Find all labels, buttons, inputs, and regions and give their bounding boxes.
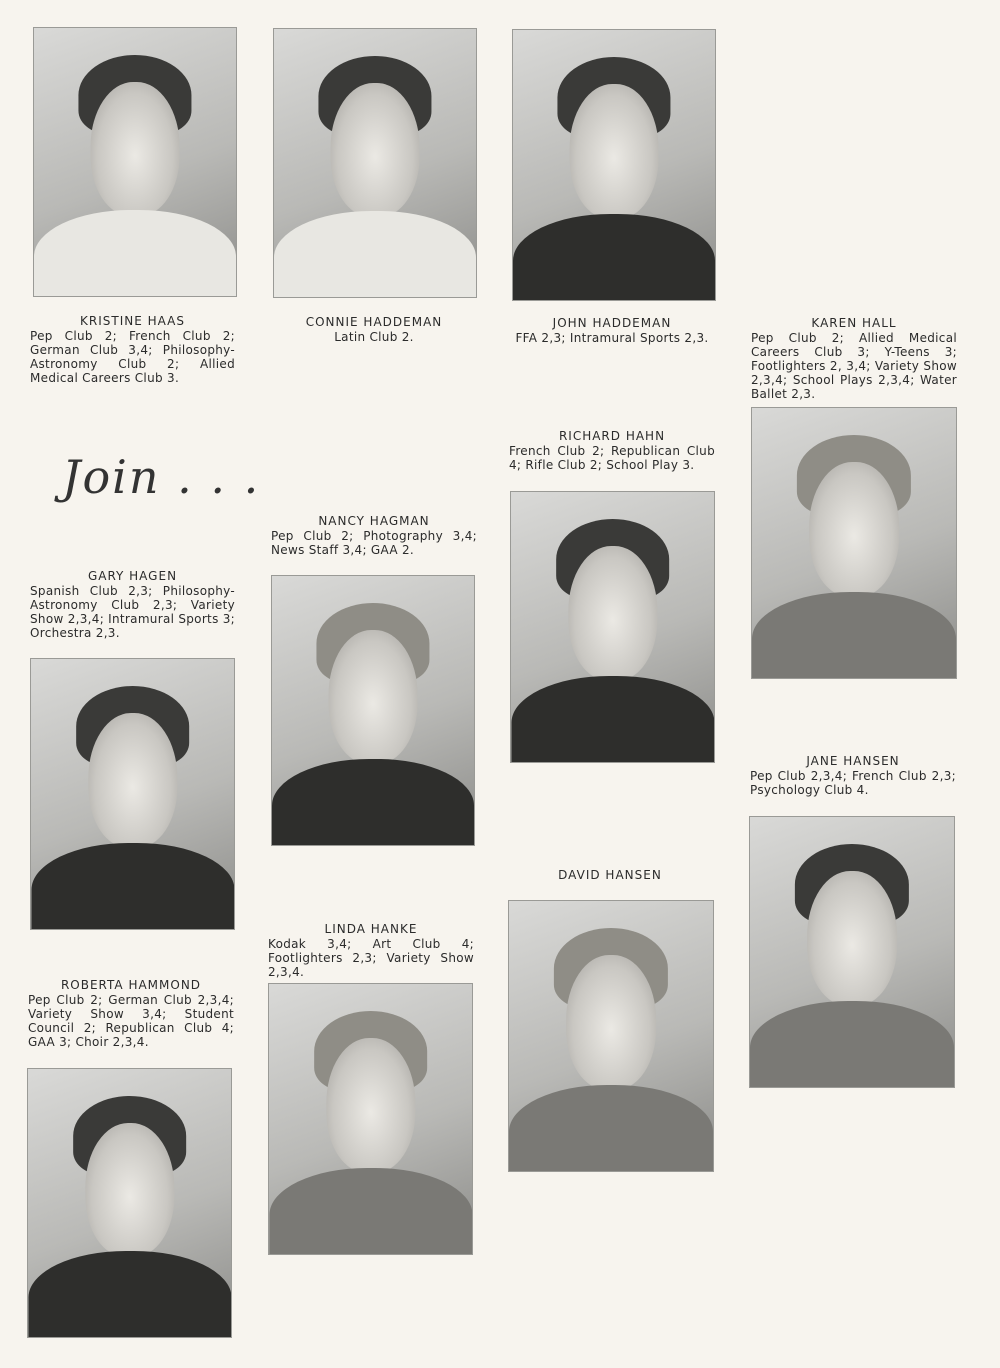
caption-gary-hagen [30,569,235,640]
student-name: NANCY HAGMAN [318,514,430,528]
student-activities: French Club 2; Republican Club 4; Rifle Club 2; School Play 3. [509,444,715,472]
student-name: KRISTINE HAAS [80,314,185,328]
join-heading: Join . . . [62,450,261,504]
student-activities: Pep Club 2; French Club 2; German Club 3,4; Philosophy-Astronomy Club 2; Allied Medical Careers Club 3. [30,329,235,385]
photo-kristine-haas [33,27,237,297]
caption-kristine-haas [30,314,235,385]
caption-john-haddeman [510,316,714,345]
photo-david-hansen [508,900,714,1172]
student-activities: Latin Club 2. [334,330,414,344]
student-name: ROBERTA HAMMOND [60,978,202,992]
photo-linda-hanke [268,983,473,1255]
photo-richard-hahn [510,491,715,763]
caption-david-hansen [508,868,712,883]
student-name: JANE HANSEN [806,754,900,768]
student-name: JOHN HADDEMAN [552,316,672,330]
student-name: KAREN HALL [811,316,897,330]
photo-connie-haddeman [273,28,477,298]
photo-karen-hall [751,407,957,679]
caption-linda-hanke [268,922,474,979]
student-activities: Pep Club 2,3,4; French Club 2,3; Psychology Club 4. [750,769,956,797]
photo-nancy-hagman [271,575,475,846]
student-activities: FFA 2,3; Intramural Sports 2,3. [515,331,709,345]
student-name: CONNIE HADDEMAN [305,315,443,329]
caption-karen-hall [751,316,957,401]
caption-roberta-hammond [28,978,234,1049]
photo-john-haddeman [512,29,716,301]
caption-nancy-hagman [271,514,477,557]
student-activities: Pep Club 2; Allied Medical Careers Club 3; Y-Teens 3; Footlighters 2, 3,4; Variety Show 2,3,4; School Plays 2,3,4; Water Ballet 2,3. [751,331,957,401]
photo-jane-hansen [749,816,955,1088]
student-activities: Spanish Club 2,3; Philosophy-Astronomy Club 2,3; Variety Show 2,3,4; Intramural Sports 3; Orchestra 2,3. [30,584,236,640]
student-name: DAVID HANSEN [558,868,662,882]
student-name: RICHARD HAHN [558,429,666,443]
caption-richard-hahn [509,429,715,472]
photo-roberta-hammond [27,1068,232,1338]
caption-connie-haddeman [273,315,475,344]
student-activities: Kodak 3,4; Art Club 4; Footlighters 2,3; Variety Show 2,3,4. [268,937,474,979]
student-activities: Pep Club 2; German Club 2,3,4; Variety Show 3,4; Student Council 2; Republican Club 4; GAA 3; Choir 2,3,4. [28,993,234,1049]
student-activities: Pep Club 2; Photography 3,4; News Staff 3,4; GAA 2. [271,529,477,557]
caption-jane-hansen [750,754,956,797]
student-name: GARY HAGEN [87,569,178,583]
photo-gary-hagen [30,658,235,930]
student-name: LINDA HANKE [324,922,418,936]
